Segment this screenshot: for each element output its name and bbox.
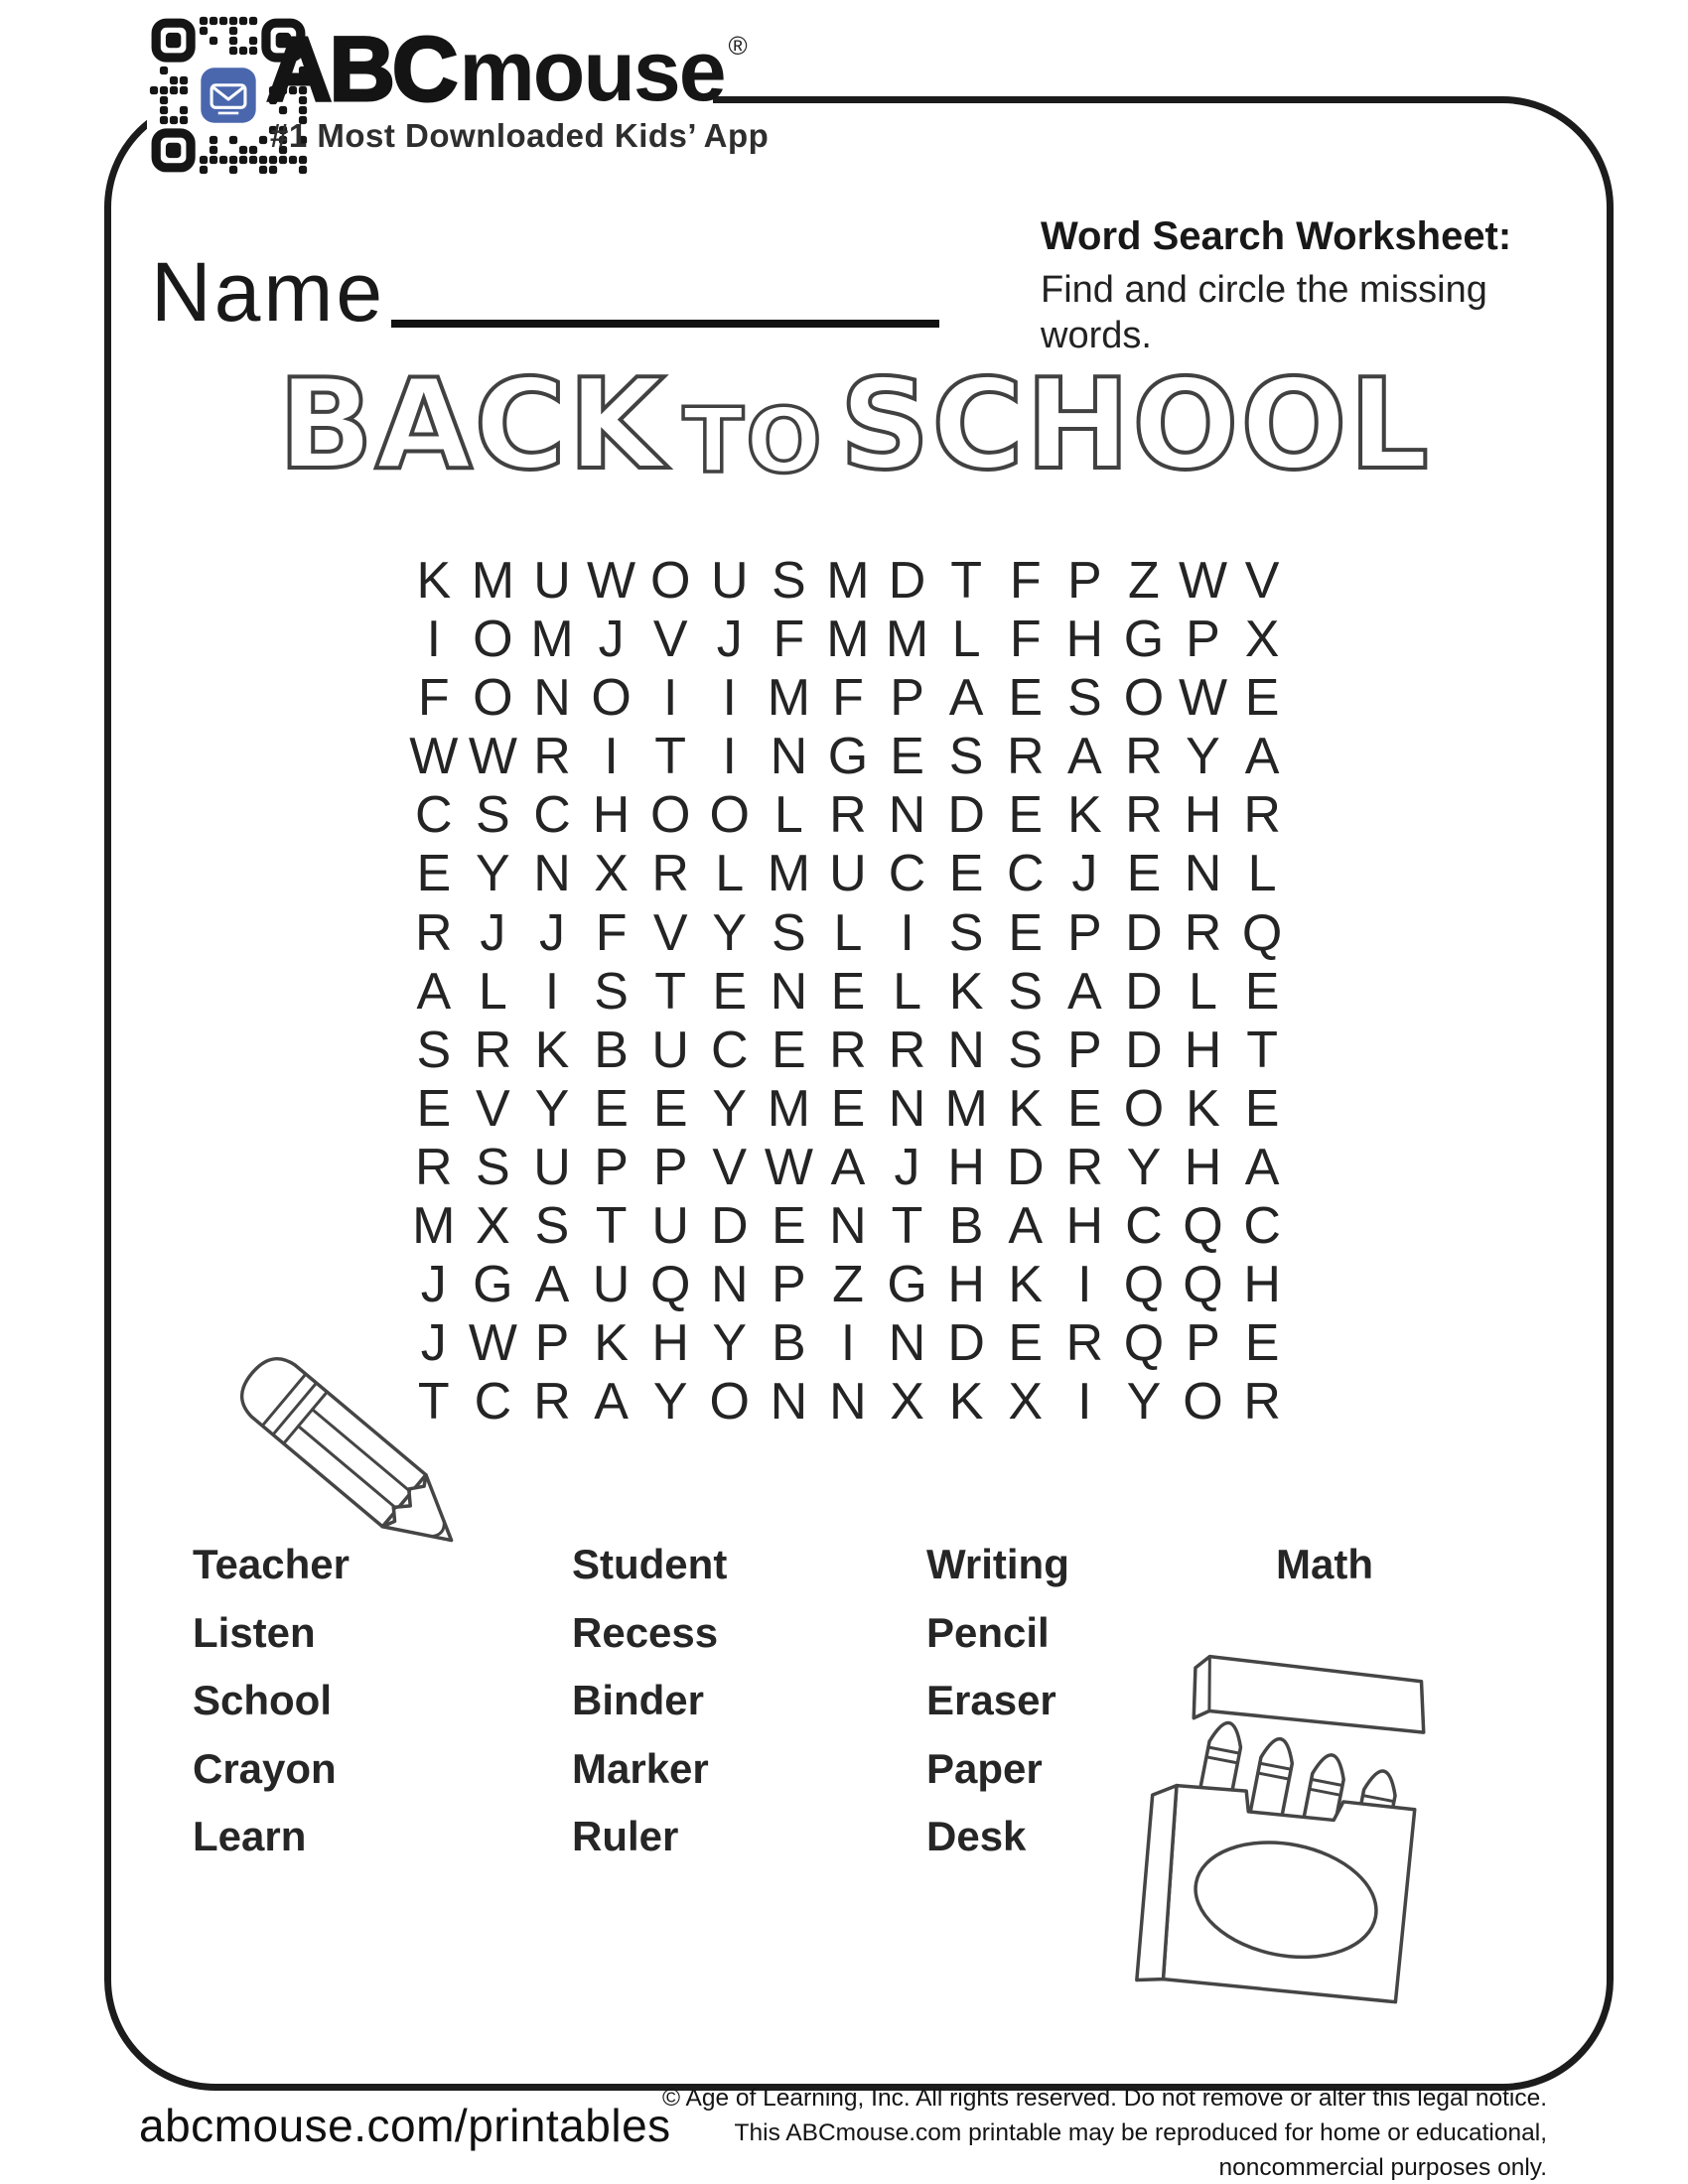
grid-letter: N <box>947 1021 985 1079</box>
puzzle-title <box>278 351 1431 497</box>
grid-letter: C <box>888 845 926 903</box>
grid-letter: Y <box>1126 1138 1162 1196</box>
grid-letter: I <box>1077 1256 1092 1314</box>
grid-letter: K <box>1066 786 1102 845</box>
puzzle-title-word-school: SCHOOL <box>839 351 1431 497</box>
grid-letter: H <box>1065 1197 1104 1256</box>
grid-letter: Y <box>712 1314 748 1373</box>
grid-letter: B <box>948 1197 984 1256</box>
grid-letter: J <box>480 903 506 962</box>
grid-letter: U <box>829 845 867 903</box>
grid-letter: P <box>890 669 924 728</box>
grid-letter: M <box>530 611 574 669</box>
grid-letter: V <box>476 1079 510 1138</box>
grid-row <box>404 1197 1292 1256</box>
grid-letter: R <box>829 1021 867 1079</box>
grid-letter: P <box>1066 1021 1102 1079</box>
grid-letter: V <box>1244 552 1280 610</box>
grid-row <box>404 552 1292 611</box>
grid-row <box>404 904 1292 963</box>
grid-letter: Y <box>1186 728 1220 786</box>
grid-letter: M <box>767 669 811 728</box>
grid-letter: S <box>594 962 629 1021</box>
grid-letter: E <box>1244 962 1280 1021</box>
grid-letter: M <box>944 1079 988 1138</box>
grid-letter: S <box>1008 1021 1044 1079</box>
grid-letter: O <box>709 786 750 845</box>
grid-letter: L <box>1247 845 1277 903</box>
grid-letter: O <box>1123 1079 1165 1138</box>
word-list-item: Math <box>1276 1541 1373 1587</box>
grid-letter: A <box>948 669 984 728</box>
grid-letter: U <box>592 1256 631 1314</box>
grid-letter: S <box>416 1021 452 1079</box>
grid-letter: R <box>888 1021 926 1079</box>
grid-letter: F <box>1009 611 1042 669</box>
grid-letter: L <box>478 962 507 1021</box>
grid-letter: I <box>900 903 914 962</box>
grid-letter: P <box>534 1314 570 1373</box>
word-list-item: Ruler <box>572 1813 679 1859</box>
grid-letter: O <box>473 669 513 728</box>
word-list-item: Paper <box>926 1744 1043 1792</box>
grid-row <box>404 1373 1292 1432</box>
grid-letter: Y <box>652 1373 688 1432</box>
grid-letter: E <box>1008 1314 1044 1373</box>
grid-letter: Q <box>1183 1197 1223 1256</box>
grid-letter: D <box>1125 903 1163 962</box>
grid-letter: F <box>417 669 450 728</box>
grid-row <box>404 611 1292 669</box>
grid-letter: W <box>468 728 517 786</box>
word-list-column <box>1276 1531 1373 1599</box>
grid-letter: X <box>1244 611 1280 669</box>
grid-letter: U <box>533 552 571 610</box>
grid-letter: Y <box>476 845 510 903</box>
grid-letter: I <box>662 669 678 728</box>
grid-letter: T <box>1246 1021 1278 1079</box>
grid-letter: R <box>415 903 453 962</box>
grid-letter: A <box>1244 728 1280 786</box>
word-list-column <box>572 1531 727 1871</box>
grid-letter: Q <box>1123 1256 1165 1314</box>
instruction-line-1: Find and circle the missing <box>1041 269 1487 311</box>
app-icon <box>201 68 255 122</box>
grid-letter: A <box>416 962 452 1021</box>
word-list-item: Desk <box>926 1813 1027 1859</box>
worksheet-header <box>1041 214 1517 358</box>
grid-letter: K <box>1008 1079 1044 1138</box>
grid-letter: X <box>476 1197 510 1256</box>
grid-letter: Y <box>1126 1373 1162 1432</box>
word-list-item: Binder <box>572 1677 705 1723</box>
grid-letter: U <box>710 552 749 610</box>
grid-letter: A <box>594 1373 629 1432</box>
brand-tagline: #1 Most Downloaded Kids’ App <box>270 117 770 154</box>
word-list-item: Pencil <box>926 1608 1050 1656</box>
brand-logo <box>266 18 748 120</box>
grid-letter: R <box>1243 786 1281 845</box>
grid-letter: E <box>1244 1314 1280 1373</box>
worksheet-title: Word Search Worksheet: <box>1041 214 1512 258</box>
grid-letter: A <box>1244 1138 1280 1196</box>
grid-letter: E <box>830 962 866 1021</box>
grid-letter: N <box>888 1079 926 1138</box>
grid-letter: R <box>1184 903 1222 962</box>
grid-letter: Q <box>1123 1314 1165 1373</box>
brand-text-abc: ABC <box>266 19 456 120</box>
name-blank-line <box>391 320 939 328</box>
grid-letter: E <box>1008 786 1044 845</box>
grid-letter: T <box>654 728 687 786</box>
word-list-item: Marker <box>572 1744 709 1792</box>
grid-letter: O <box>649 552 691 610</box>
grid-letter: P <box>594 1138 629 1196</box>
grid-letter: H <box>947 1256 985 1314</box>
grid-letter: J <box>420 1256 447 1314</box>
grid-letter: A <box>534 1256 570 1314</box>
grid-letter: Y <box>712 1079 748 1138</box>
grid-letter: C <box>415 786 453 845</box>
grid-letter: L <box>951 611 981 669</box>
grid-row <box>404 1314 1292 1373</box>
grid-letter: H <box>1184 1138 1222 1196</box>
grid-letter: C <box>710 1021 749 1079</box>
grid-letter: S <box>948 903 984 962</box>
grid-letter: E <box>1244 669 1280 728</box>
grid-letter: C <box>474 1373 512 1432</box>
grid-letter: N <box>770 1373 808 1432</box>
grid-letter: G <box>473 1256 513 1314</box>
grid-letter: N <box>829 1197 867 1256</box>
grid-letter: R <box>1065 1138 1104 1196</box>
word-list-item: Teacher <box>193 1541 350 1587</box>
grid-letter: N <box>770 962 808 1021</box>
grid-letter: H <box>1184 786 1222 845</box>
puzzle-title-word-to: TO <box>682 389 824 493</box>
grid-letter: I <box>722 669 737 728</box>
grid-letter: R <box>533 728 571 786</box>
grid-letter: S <box>948 728 984 786</box>
grid-letter: H <box>1184 1021 1222 1079</box>
grid-letter: P <box>1066 552 1102 610</box>
grid-letter: F <box>1009 552 1042 610</box>
grid-letter: R <box>1243 1373 1281 1432</box>
grid-letter: W <box>468 1314 517 1373</box>
word-list-item: Writing <box>926 1541 1069 1587</box>
grid-row <box>404 963 1292 1022</box>
puzzle-title-word-back: BACK <box>278 351 667 497</box>
name-label: Name <box>151 245 386 339</box>
grid-letter: T <box>417 1373 450 1432</box>
grid-letter: Y <box>534 1079 570 1138</box>
grid-letter: N <box>1184 845 1222 903</box>
word-list-column <box>193 1531 350 1871</box>
grid-letter: E <box>830 1079 866 1138</box>
grid-letter: I <box>1077 1373 1092 1432</box>
grid-letter: K <box>1186 1079 1220 1138</box>
grid-letter: F <box>595 903 628 962</box>
grid-letter: M <box>767 1079 811 1138</box>
word-list-item: Recess <box>572 1608 719 1656</box>
grid-letter: R <box>415 1138 453 1196</box>
grid-letter: C <box>1243 1197 1281 1256</box>
grid-letter: L <box>1189 962 1217 1021</box>
grid-letter: F <box>832 669 864 728</box>
grid-letter: D <box>888 552 926 610</box>
grid-letter: P <box>1186 1314 1220 1373</box>
grid-letter: K <box>416 552 452 610</box>
grid-letter: E <box>416 845 452 903</box>
grid-letter: E <box>416 1079 452 1138</box>
grid-letter: N <box>770 728 808 786</box>
grid-letter: C <box>1006 845 1045 903</box>
grid-letter: D <box>947 1314 985 1373</box>
grid-letter: K <box>948 962 984 1021</box>
grid-letter: E <box>1126 845 1162 903</box>
word-list-item: Eraser <box>926 1677 1056 1723</box>
grid-row <box>404 728 1292 786</box>
grid-row <box>404 1139 1292 1197</box>
grid-letter: R <box>474 1021 512 1079</box>
grid-letter: F <box>773 611 805 669</box>
grid-letter: G <box>827 728 869 786</box>
grid-letter: L <box>715 845 745 903</box>
grid-letter: O <box>709 1373 750 1432</box>
grid-row <box>404 1080 1292 1139</box>
grid-letter: J <box>420 1314 447 1373</box>
grid-letter: D <box>947 786 985 845</box>
grid-letter: G <box>1123 611 1165 669</box>
grid-letter: T <box>950 552 983 610</box>
grid-letter: I <box>604 728 619 786</box>
legal-line-1: © Age of Learning, Inc. All rights reserved. Do not remove or alter this legal notice. <box>662 2085 1547 2112</box>
grid-letter: V <box>652 611 688 669</box>
grid-letter: I <box>426 611 442 669</box>
grid-letter: M <box>412 1197 456 1256</box>
grid-letter: U <box>651 1021 689 1079</box>
grid-letter: X <box>1008 1373 1044 1432</box>
legal-line-2: This ABCmouse.com printable may be reproduced for home or educational, noncommercial purposes only. <box>734 2119 1547 2181</box>
grid-row <box>404 786 1292 845</box>
grid-letter: Z <box>832 1256 864 1314</box>
grid-letter: X <box>890 1373 924 1432</box>
grid-letter: E <box>772 1197 806 1256</box>
grid-row <box>404 1022 1292 1080</box>
grid-letter: S <box>534 1197 570 1256</box>
footer-site-url: abcmouse.com/printables <box>139 2100 671 2151</box>
grid-row <box>404 845 1292 903</box>
grid-letter: T <box>654 962 687 1021</box>
instruction-line-2: words. <box>1041 315 1152 356</box>
grid-letter: R <box>533 1373 571 1432</box>
grid-letter: N <box>829 1373 867 1432</box>
grid-letter: R <box>651 845 689 903</box>
grid-letter: J <box>598 611 625 669</box>
grid-letter: J <box>716 611 743 669</box>
grid-letter: H <box>1243 1256 1281 1314</box>
grid-letter: Q <box>1241 903 1283 962</box>
word-search-grid <box>404 552 1292 1432</box>
grid-letter: W <box>1178 552 1228 610</box>
grid-letter: W <box>1178 669 1228 728</box>
grid-letter: D <box>710 1197 749 1256</box>
grid-letter: H <box>651 1314 689 1373</box>
word-list-item: Learn <box>193 1813 307 1859</box>
grid-letter: M <box>826 552 870 610</box>
grid-letter: N <box>710 1256 749 1314</box>
grid-row <box>404 669 1292 728</box>
grid-letter: Z <box>1128 552 1160 610</box>
grid-letter: S <box>1008 962 1044 1021</box>
grid-letter: W <box>764 1138 813 1196</box>
word-list-item: Student <box>572 1541 728 1587</box>
grid-letter: C <box>533 786 571 845</box>
grid-row <box>404 1256 1292 1314</box>
word-list-column <box>926 1531 1069 1871</box>
grid-letter: O <box>473 611 513 669</box>
grid-letter: K <box>594 1314 629 1373</box>
grid-letter: E <box>1244 1079 1280 1138</box>
grid-letter: B <box>772 1314 806 1373</box>
grid-letter: M <box>885 611 929 669</box>
grid-letter: V <box>712 1138 748 1196</box>
grid-letter: O <box>1183 1373 1223 1432</box>
grid-letter: I <box>840 1314 856 1373</box>
grid-letter: A <box>830 1138 866 1196</box>
grid-letter: A <box>1008 1197 1044 1256</box>
grid-letter: B <box>594 1021 629 1079</box>
grid-letter: P <box>1186 611 1220 669</box>
grid-letter: N <box>533 845 571 903</box>
grid-letter: E <box>1008 669 1044 728</box>
grid-letter: J <box>1071 845 1098 903</box>
grid-letter: S <box>476 1138 510 1196</box>
grid-letter: I <box>722 728 737 786</box>
grid-letter: I <box>544 962 560 1021</box>
grid-letter: Q <box>1183 1256 1223 1314</box>
grid-letter: E <box>652 1079 688 1138</box>
grid-letter: M <box>767 845 811 903</box>
grid-letter: L <box>893 962 921 1021</box>
grid-letter: E <box>890 728 924 786</box>
grid-letter: U <box>651 1197 689 1256</box>
registered-mark: ® <box>728 31 748 61</box>
grid-letter: H <box>947 1138 985 1196</box>
grid-letter: A <box>1066 728 1102 786</box>
grid-letter: O <box>591 669 632 728</box>
footer-legal <box>604 2081 1547 2184</box>
grid-letter: G <box>887 1256 927 1314</box>
grid-letter: M <box>471 552 515 610</box>
grid-letter: D <box>1125 962 1163 1021</box>
grid-letter: R <box>1125 728 1163 786</box>
grid-letter: T <box>891 1197 923 1256</box>
grid-letter: P <box>1066 903 1102 962</box>
word-list-item: Listen <box>193 1608 316 1656</box>
grid-letter: E <box>948 845 984 903</box>
grid-letter: R <box>1006 728 1045 786</box>
grid-letter: N <box>888 786 926 845</box>
grid-letter: L <box>774 786 803 845</box>
grid-letter: S <box>772 552 806 610</box>
grid-letter: T <box>595 1197 628 1256</box>
grid-letter: V <box>652 903 688 962</box>
worksheet-instructions <box>1041 267 1517 358</box>
grid-letter: K <box>534 1021 570 1079</box>
grid-letter: E <box>772 1021 806 1079</box>
grid-letter: D <box>1125 1021 1163 1079</box>
grid-letter: W <box>587 552 636 610</box>
grid-letter: C <box>1125 1197 1163 1256</box>
grid-letter: J <box>538 903 565 962</box>
grid-letter: D <box>1006 1138 1045 1196</box>
grid-letter: L <box>833 903 863 962</box>
grid-letter: K <box>1008 1256 1044 1314</box>
word-list-item: School <box>193 1677 333 1723</box>
grid-letter: S <box>476 786 510 845</box>
grid-letter: S <box>772 903 806 962</box>
grid-letter: E <box>1008 903 1044 962</box>
grid-letter: O <box>1123 669 1165 728</box>
grid-letter: W <box>409 728 459 786</box>
grid-letter: S <box>1066 669 1102 728</box>
grid-letter: E <box>594 1079 629 1138</box>
grid-letter: E <box>1066 1079 1102 1138</box>
grid-letter: P <box>772 1256 806 1314</box>
grid-letter: E <box>712 962 748 1021</box>
grid-letter: P <box>652 1138 688 1196</box>
grid-letter: R <box>1125 786 1163 845</box>
grid-letter: H <box>592 786 631 845</box>
grid-letter: R <box>829 786 867 845</box>
grid-letter: O <box>649 786 691 845</box>
grid-letter: N <box>888 1314 926 1373</box>
word-list-item: Crayon <box>193 1744 337 1792</box>
grid-letter: N <box>533 669 571 728</box>
grid-letter: M <box>826 611 870 669</box>
grid-letter: Y <box>712 903 748 962</box>
grid-letter: X <box>594 845 629 903</box>
brand-text-mouse: mouse <box>459 24 725 119</box>
word-list <box>0 1531 1688 1888</box>
grid-letter: U <box>533 1138 571 1196</box>
grid-letter: A <box>1066 962 1102 1021</box>
grid-letter: H <box>1065 611 1104 669</box>
grid-letter: J <box>894 1138 920 1196</box>
grid-letter: R <box>1065 1314 1104 1373</box>
grid-letter: Q <box>649 1256 691 1314</box>
grid-letter: K <box>948 1373 984 1432</box>
